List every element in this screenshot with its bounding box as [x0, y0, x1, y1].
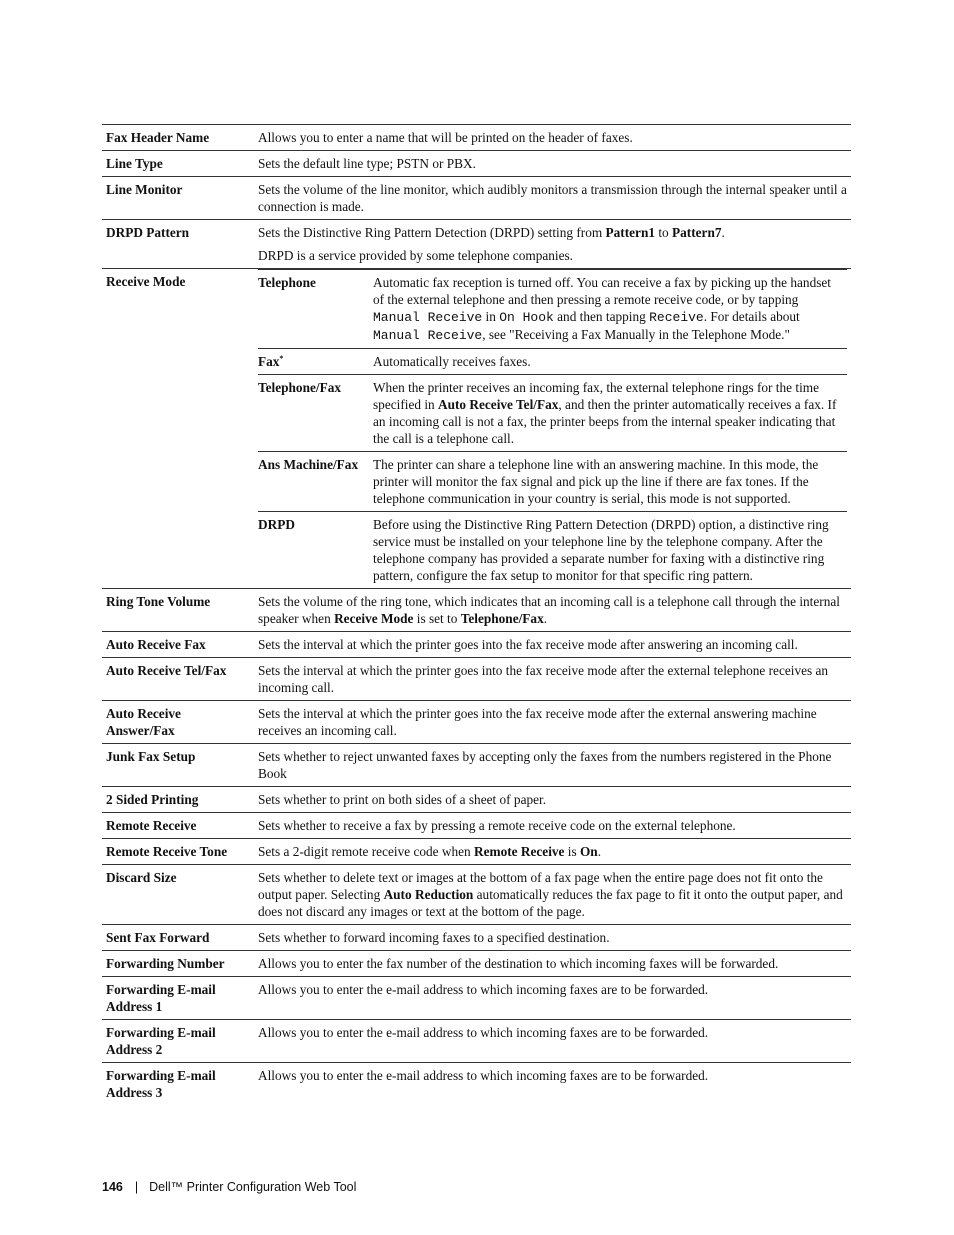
fax-settings-table: [102, 124, 851, 1105]
table-row: [102, 701, 851, 744]
table-row: [102, 151, 851, 177]
setting-description: Sets the interval at which the printer goes into the fax receive mode after the external telephone receives an incoming call.: [254, 658, 851, 701]
text-run: Sets a 2-digit remote receive code when: [258, 844, 474, 859]
bold-term: Auto Receive Tel/Fax: [438, 397, 559, 412]
footer-title: Dell™ Printer Configuration Web Tool: [149, 1180, 357, 1194]
option-description: [369, 375, 847, 452]
bold-term: Remote Receive: [474, 844, 565, 859]
text-run: Sets the Distinctive Ring Pattern Detection (DRPD) setting from: [258, 225, 606, 240]
text-run: Automatic fax reception is turned off. You can receive a fax by picking up the handset of the external telephone and then pressing a remote receive code, or by tapping: [373, 275, 831, 307]
setting-description: Sets the interval at which the printer goes into the fax receive mode after answering an incoming call.: [254, 632, 851, 658]
setting-name: Auto Receive Fax: [102, 632, 254, 658]
text-run: .: [721, 225, 725, 240]
setting-name: Ring Tone Volume: [102, 589, 254, 632]
subtable-row: [258, 512, 847, 589]
table-row: [102, 813, 851, 839]
option-name: Ans Machine/Fax: [258, 452, 369, 512]
receive-mode-subtable: [258, 269, 847, 588]
drpd-pattern-note: DRPD is a service provided by some telephone companies.: [258, 248, 573, 263]
table-row: [102, 1063, 851, 1106]
drpd-pattern-text: [258, 224, 847, 241]
bold-term: Receive Mode: [334, 611, 414, 626]
setting-description: Sets whether to print on both sides of a sheet of paper.: [254, 787, 851, 813]
table-row: [102, 925, 851, 951]
subtable-row: [258, 375, 847, 452]
setting-description: Sets the volume of the line monitor, which audibly monitors a transmission through the internal speaker until a connection is made.: [254, 177, 851, 220]
setting-name: Line Type: [102, 151, 254, 177]
page-number: 146: [102, 1180, 123, 1194]
text-run: When the printer receives an incoming fax, the external telephone rings for the time specified in: [373, 380, 820, 412]
option-description: Before using the Distinctive Ring Pattern Detection (DRPD) option, a distinctive ring service must be installed on your telephone line by the telephone company. After the telephone company has provided a separate number for faxing with a distinctive ring pattern, configure the fax setup to monitor for that specific ring pattern.: [369, 512, 847, 589]
text-run: .: [543, 611, 548, 626]
setting-description: Allows you to enter the e-mail address to which incoming faxes are to be forwarded.: [254, 1020, 851, 1063]
table-row: [102, 951, 851, 977]
text-run: . For details about: [703, 309, 800, 324]
ui-term: On Hook: [499, 310, 554, 325]
receive-mode-options: [254, 269, 851, 589]
option-name: [258, 349, 369, 375]
text-run: automatically reduces the fax page to fit it onto the output paper, and does not discard any images or text at the bottom of the page.: [258, 887, 843, 919]
table-row: [102, 1020, 851, 1063]
table-row: [102, 589, 851, 632]
option-description: [369, 270, 847, 349]
table-row: [102, 658, 851, 701]
option-description: Automatically receives faxes.: [369, 349, 847, 375]
setting-name: Forwarding E-mail Address 2: [102, 1020, 254, 1063]
setting-description: Allows you to enter the e-mail address to which incoming faxes are to be forwarded.: [254, 977, 851, 1020]
subtable-row: [258, 270, 847, 349]
text-run: Sets whether to delete text or images at the bottom of a fax page when the entire page does not fit onto the output paper. Selecting: [258, 870, 823, 902]
text-run: .: [597, 844, 602, 859]
setting-description: Sets the default line type; PSTN or PBX.: [254, 151, 851, 177]
setting-description: Sets whether to receive a fax by pressing a remote receive code on the external telephone.: [254, 813, 851, 839]
bold-term: Auto Reduction: [383, 887, 474, 902]
table-row: [102, 744, 851, 787]
setting-name: Fax Header Name: [102, 125, 254, 151]
setting-name: Forwarding Number: [102, 951, 254, 977]
option-label: Fax: [258, 354, 280, 369]
setting-name: Remote Receive: [102, 813, 254, 839]
option-description: The printer can share a telephone line with an answering machine. In this mode, the printer will monitor the fax signal and pick up the line if there are fax tones. If the telephone communication in your country is serial, this mode is not supported.: [369, 452, 847, 512]
setting-description: Sets whether to reject unwanted faxes by accepting only the faxes from the numbers registered in the Phone Book: [254, 744, 851, 787]
subtable-row: [258, 452, 847, 512]
table-row: [102, 787, 851, 813]
setting-description: Sets the interval at which the printer goes into the fax receive mode after the external answering machine receives an incoming call.: [254, 701, 851, 744]
footer-separator: |: [134, 1180, 139, 1194]
table-row: [102, 865, 851, 925]
setting-name: Line Monitor: [102, 177, 254, 220]
table-row: [102, 839, 851, 865]
ui-term: Manual Receive: [373, 310, 483, 325]
setting-name: Forwarding E-mail Address 1: [102, 977, 254, 1020]
text-run: and then tapping: [553, 309, 650, 324]
setting-name: Junk Fax Setup: [102, 744, 254, 787]
text-run: Sets the volume of the ring tone, which indicates that an incoming call is a telephone call through the internal speaker when: [258, 594, 840, 626]
text-run: to: [655, 225, 673, 240]
setting-description: [254, 220, 851, 269]
setting-description: Sets whether to forward incoming faxes to a specified destination.: [254, 925, 851, 951]
setting-name: Forwarding E-mail Address 3: [102, 1063, 254, 1106]
bold-term: Pattern1: [605, 225, 656, 240]
text-run: in: [482, 309, 500, 324]
table-row: [102, 125, 851, 151]
setting-name: Auto Receive Answer/Fax: [102, 701, 254, 744]
bold-term: Telephone/Fax: [460, 611, 544, 626]
setting-description: [254, 589, 851, 632]
setting-description: Allows you to enter the e-mail address to which incoming faxes are to be forwarded.: [254, 1063, 851, 1106]
table-row: [102, 177, 851, 220]
setting-name: 2 Sided Printing: [102, 787, 254, 813]
text-run: is set to: [413, 611, 461, 626]
ui-term: Receive: [649, 310, 704, 325]
setting-description: Allows you to enter the fax number of the destination to which incoming faxes will be forwarded.: [254, 951, 851, 977]
setting-name: Remote Receive Tone: [102, 839, 254, 865]
default-marker: *: [279, 354, 284, 363]
option-name: Telephone: [258, 270, 369, 349]
setting-name: DRPD Pattern: [102, 220, 254, 269]
setting-name: Auto Receive Tel/Fax: [102, 658, 254, 701]
option-name: DRPD: [258, 512, 369, 589]
option-name: Telephone/Fax: [258, 375, 369, 452]
bold-term: Pattern7: [672, 225, 722, 240]
table-row: [102, 632, 851, 658]
table-row: [102, 220, 851, 269]
subtable-row: [258, 349, 847, 375]
setting-description: Allows you to enter a name that will be printed on the header of faxes.: [254, 125, 851, 151]
text-run: , and then the printer automatically receives a fax. If an incoming call is not a fax, the printer beeps from the internal speaker indicating that the call is a telephone call.: [373, 397, 837, 446]
page-footer: [102, 1180, 356, 1194]
ui-term: Manual Receive: [373, 328, 483, 343]
text-run: , see "Receiving a Fax Manually in the Telephone Mode.": [482, 327, 790, 342]
bold-term: On: [579, 844, 598, 859]
setting-name: Discard Size: [102, 865, 254, 925]
table-row: [102, 269, 851, 589]
text-run: is: [564, 844, 580, 859]
table-row: [102, 977, 851, 1020]
setting-description: [254, 839, 851, 865]
setting-description: [254, 865, 851, 925]
setting-name: Sent Fax Forward: [102, 925, 254, 951]
setting-name: Receive Mode: [102, 269, 254, 589]
